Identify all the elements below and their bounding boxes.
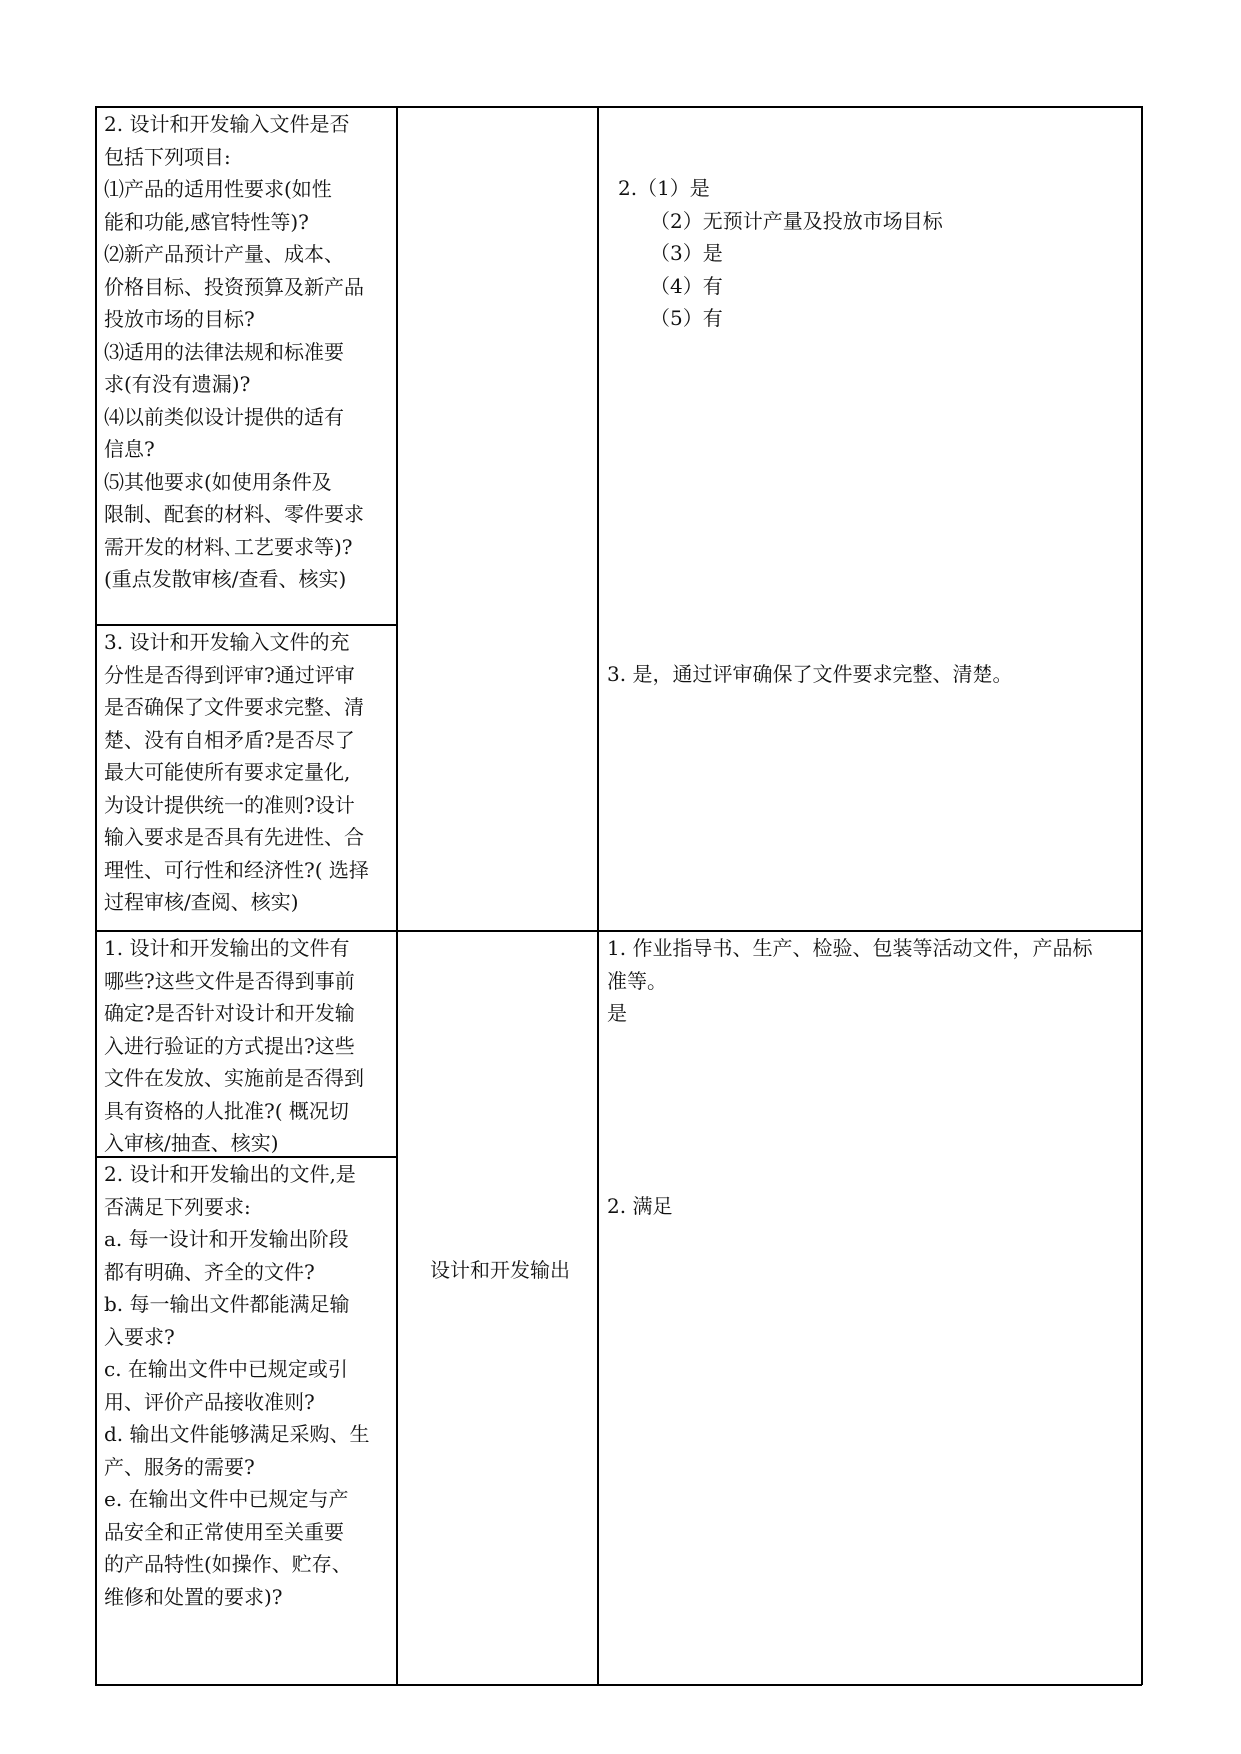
question-line: 文件在发放、实施前是否得到 xyxy=(104,1066,364,1090)
answer-line: （5）有 xyxy=(650,306,723,330)
question-line: c. 在输出文件中已规定或引 xyxy=(104,1357,348,1381)
question-line: ⑴产品的适用性要求(如性 xyxy=(104,177,332,201)
answer-line: 准等。 xyxy=(607,968,667,993)
table-border-right xyxy=(1141,106,1143,1685)
question-line: ⑵新产品预计产量、成本、 xyxy=(104,242,344,266)
question-line: 用、评价产品接收准则? xyxy=(104,1389,315,1414)
question-line: 入审核/抽查、核实) xyxy=(104,1131,279,1155)
question-line: a. 每一设计和开发输出阶段 xyxy=(104,1227,349,1251)
question-line: 为设计提供统一的准则?设计 xyxy=(104,792,355,817)
question-line: 1. 设计和开发输出的文件有 xyxy=(104,936,350,960)
question-line: 包括下列项目: xyxy=(104,144,231,169)
answer-line: （2）无预计产量及投放市场目标 xyxy=(650,208,943,233)
question-line: 输入要求是否具有先进性、合 xyxy=(104,825,364,849)
question-cell-output-2 xyxy=(104,1158,394,1613)
answer-line: （4）有 xyxy=(650,273,723,298)
question-line: 能和功能,感官特性等)? xyxy=(104,209,309,234)
table-border-left xyxy=(95,106,97,1685)
question-line: 投放市场的目标? xyxy=(104,307,255,331)
question-line: 2. 设计和开发输入文件是否 xyxy=(104,112,350,136)
question-line: d. 输出文件能够满足采购、生 xyxy=(104,1422,370,1446)
question-line: 最大可能使所有要求定量化, xyxy=(104,760,351,784)
question-cell-input-2 xyxy=(104,108,394,596)
question-line: 入进行验证的方式提出?这些 xyxy=(104,1033,355,1058)
question-line: 的产品特性(如操作、贮存、 xyxy=(104,1552,352,1576)
question-line: 理性、可行性和经济性?( 选择 xyxy=(104,857,369,882)
question-line: 具有资格的人批准?( 概况切 xyxy=(104,1098,349,1123)
question-line: 产、服务的需要? xyxy=(104,1454,255,1479)
question-line: e. 在输出文件中已规定与产 xyxy=(104,1487,349,1511)
section-label-design-output: 设计和开发输出 xyxy=(430,1258,570,1282)
question-line: ⑸其他要求(如使用条件及 xyxy=(104,469,332,494)
answer-line: 2.（1）是 xyxy=(618,176,710,200)
question-line: 入要求? xyxy=(104,1324,175,1349)
answer-cell-input-3 xyxy=(607,658,1137,691)
question-line: 楚、没有自相矛盾?是否尽了 xyxy=(104,727,355,752)
question-line: 信息? xyxy=(104,437,155,461)
question-line: 分性是否得到评审?通过评审 xyxy=(104,662,355,687)
table-border-bottom xyxy=(95,1684,1142,1686)
question-line: 求(有没有遗漏)? xyxy=(104,372,251,396)
answer-line: 3. 是，通过评审确保了文件要求完整、清楚。 xyxy=(607,662,1013,686)
answer-line: 2. 满足 xyxy=(607,1194,673,1218)
question-line: 限制、配套的材料、零件要求 xyxy=(104,502,364,526)
question-line: 确定?是否针对设计和开发输 xyxy=(104,1001,355,1025)
question-line: 哪些?这些文件是否得到事前 xyxy=(104,968,355,993)
answer-cell-output-1 xyxy=(607,932,1137,1030)
question-line: (重点发散审核/查看、核实) xyxy=(104,567,347,591)
question-line: 维修和处置的要求)? xyxy=(104,1584,283,1609)
question-line: 需开发的材料､工艺要求等)? xyxy=(104,534,353,559)
question-line: ⑶适用的法律法规和标准要 xyxy=(104,339,344,364)
question-line: 都有明确、齐全的文件? xyxy=(104,1259,315,1284)
table-border-col1 xyxy=(396,106,398,1685)
question-line: b. 每一输出文件都能满足输 xyxy=(104,1292,350,1316)
question-line: 价格目标、投资预算及新产品 xyxy=(104,274,364,299)
answer-cell-input-2 xyxy=(618,172,1133,335)
question-line: ⑷以前类似设计提供的适有 xyxy=(104,404,344,429)
question-cell-input-3 xyxy=(104,626,394,919)
answer-cell-output-2 xyxy=(607,1190,1137,1223)
answer-line: 是 xyxy=(607,1001,627,1025)
answer-line: 1. 作业指导书、生产、检验、包装等活动文件，产品标 xyxy=(607,936,1093,960)
question-line: 过程审核/查阅、核实) xyxy=(104,890,299,914)
question-line: 3. 设计和开发输入文件的充 xyxy=(104,630,350,654)
question-line: 2. 设计和开发输出的文件,是 xyxy=(104,1162,356,1186)
answer-line: （3）是 xyxy=(650,241,723,265)
question-cell-output-1 xyxy=(104,932,394,1160)
question-line: 品安全和正常使用至关重要 xyxy=(104,1519,344,1544)
question-line: 否满足下列要求: xyxy=(104,1194,251,1219)
question-line: 是否确保了文件要求完整、清 xyxy=(104,695,364,719)
table-border-col2 xyxy=(597,106,599,1685)
